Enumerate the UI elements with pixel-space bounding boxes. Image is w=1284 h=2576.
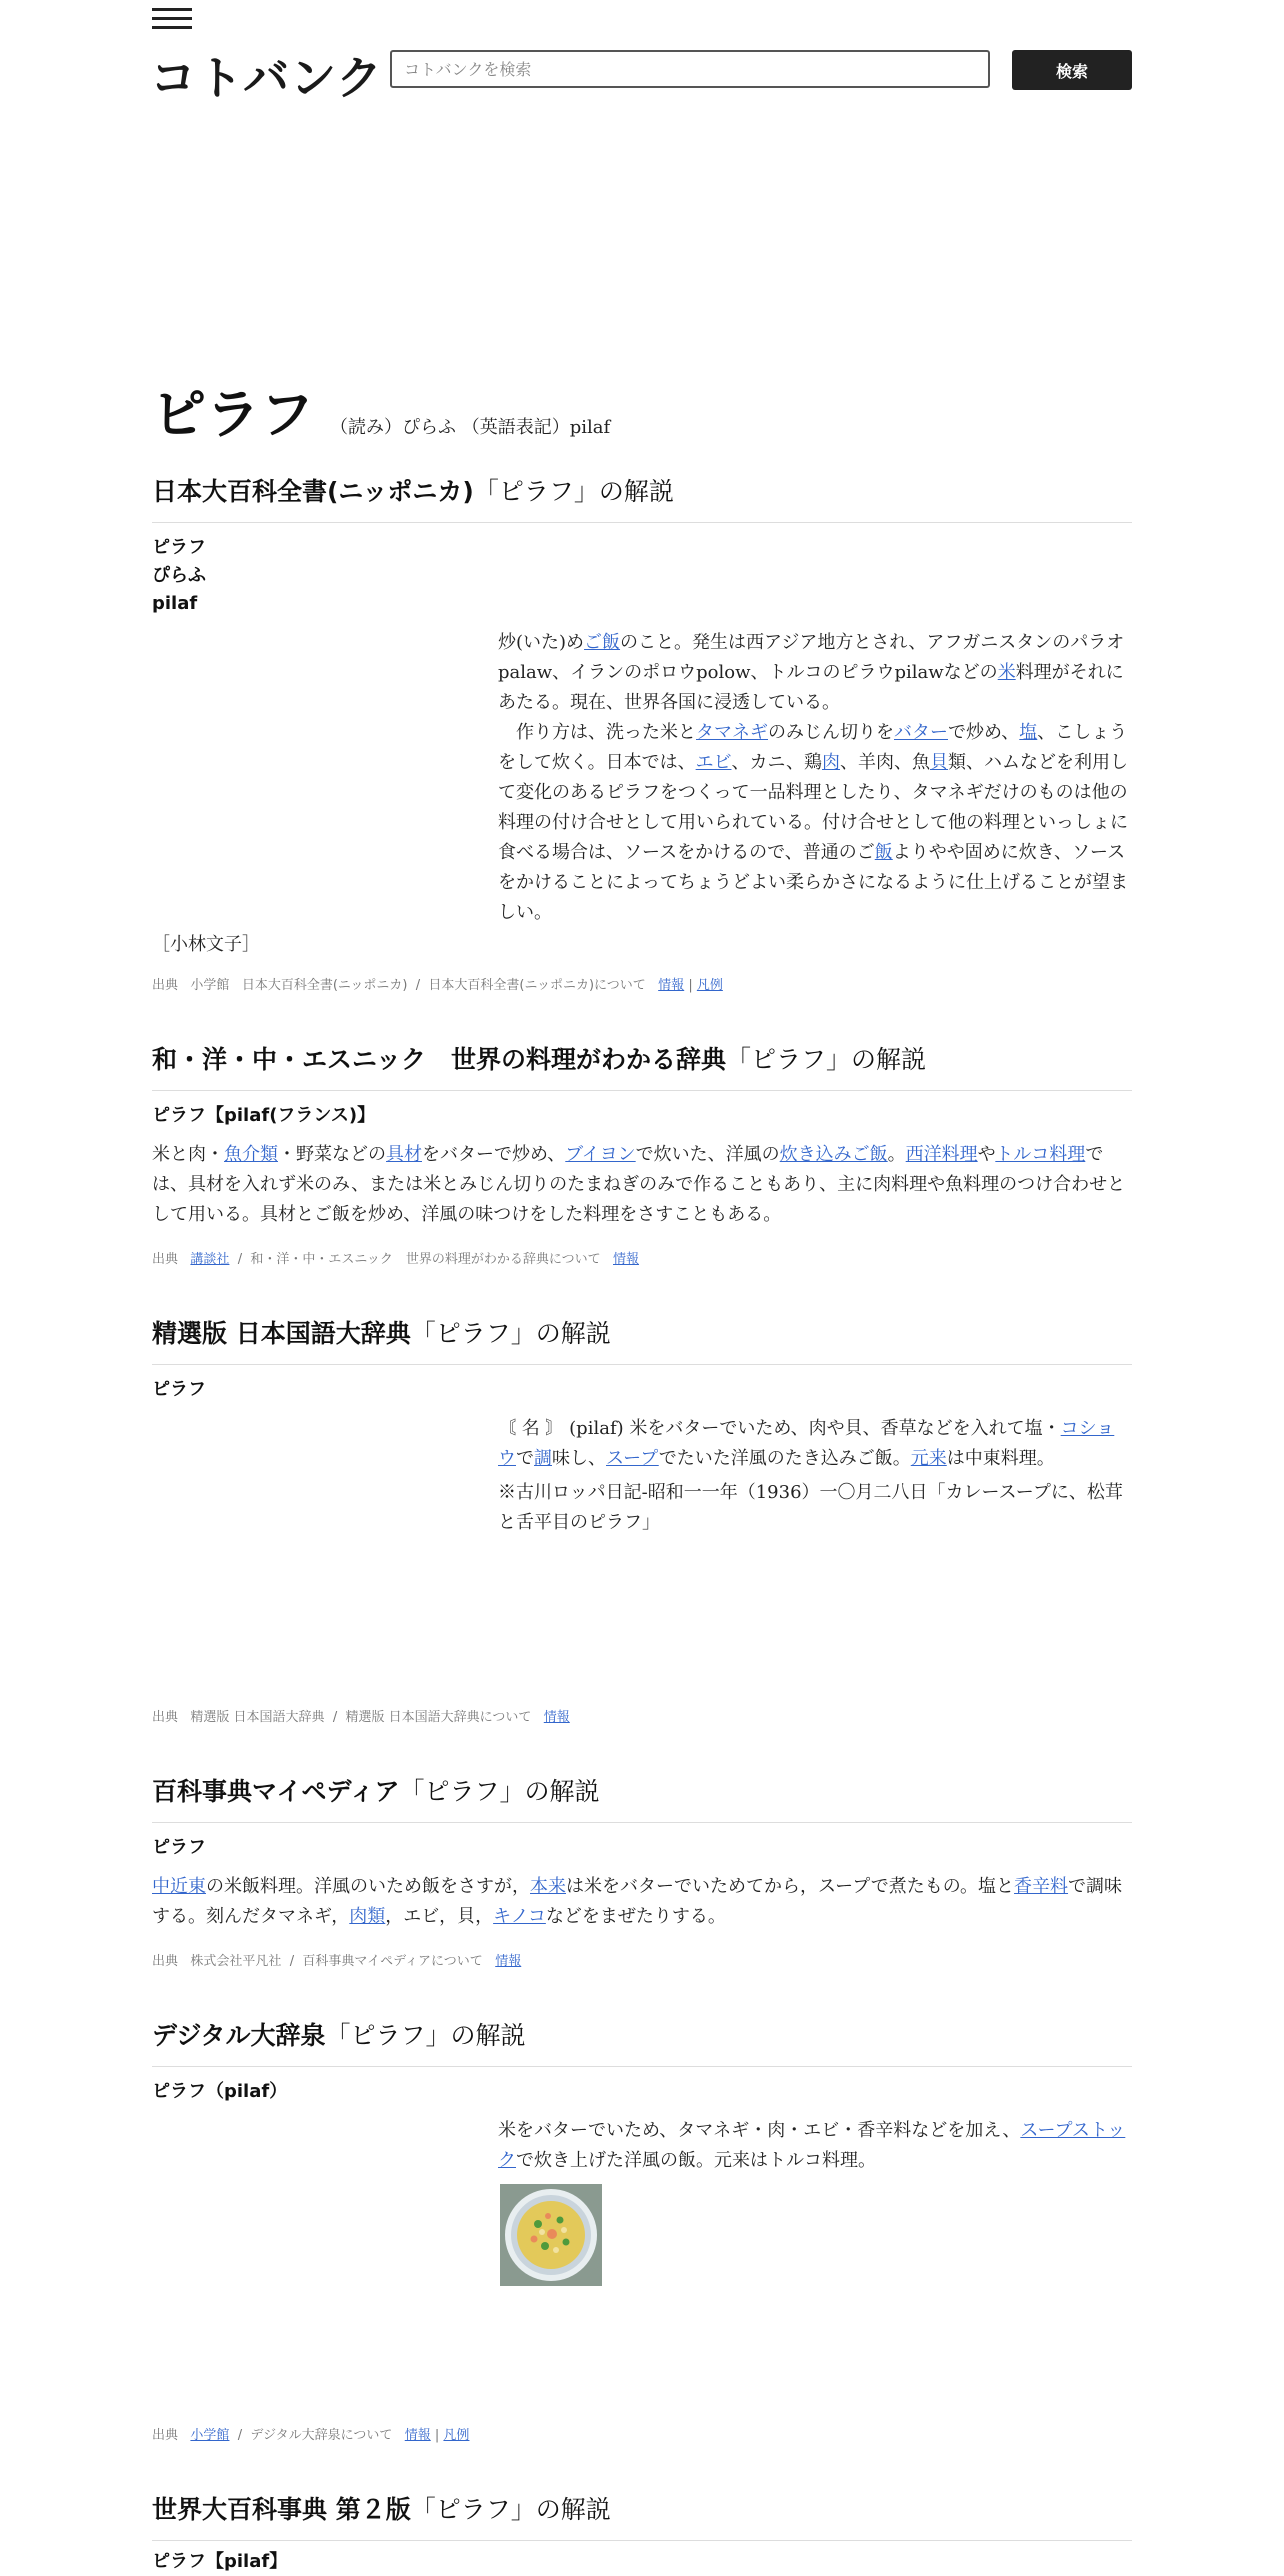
pilaf-photo[interactable] xyxy=(500,2184,602,2286)
link-niku[interactable]: 肉 xyxy=(822,752,841,773)
source-line: 出典 精選版 日本国語大辞典 / 精選版 日本国語大辞典について 情報 xyxy=(152,1710,570,1725)
source-line: 出典 株式会社平凡社 / 百科事典マイペディアについて 情報 xyxy=(152,1954,522,1969)
link-honrai[interactable]: 本来 xyxy=(530,1876,566,1897)
paragraph: 作り方は、洗った米とタマネギのみじん切りをバターで炒め、塩、こしょうをして炊く。日本では、エビ、カニ、鶏肉、羊肉、魚貝類、ハムなどを利用して変化のあるピラフをつくって一品料理としたり、タマネギだけのものは他の料理の付け合せとして用いられている。付け合せとして他の料理といっしょに食べる場合は、ソースをかけるので、普通のご飯よりやや固めに炊き、ソースをかけることによってちょうどよい柔らかさになるように仕上げることが望ましい。 xyxy=(498,722,1129,923)
hanrei-link[interactable]: 凡例 xyxy=(696,978,723,993)
info-link[interactable]: 情報 xyxy=(495,1954,522,1969)
link-koshinryo[interactable]: 香辛料 xyxy=(1014,1876,1069,1897)
publisher-link[interactable]: 小学館 xyxy=(190,2428,230,2443)
entry-label: ピラフ ぴらふ pilaf xyxy=(152,537,206,614)
headword-reading: （読み）ぴらふ （英語表記）pilaf xyxy=(330,417,611,438)
entry-label: ピラフ xyxy=(152,1379,206,1400)
site-logo[interactable]: コトバンク xyxy=(150,51,384,105)
link-guzai[interactable]: 具材 xyxy=(386,1144,422,1165)
link-shio[interactable]: 塩 xyxy=(1019,722,1038,743)
search-button[interactable]: 検索 xyxy=(1012,50,1132,90)
headword-title: ピラフ xyxy=(152,383,314,446)
link-seiyo-ryori[interactable]: 西洋料理 xyxy=(905,1144,978,1165)
link-meshi[interactable]: 飯 xyxy=(874,842,893,863)
link-cho[interactable]: 調 xyxy=(534,1448,552,1469)
section-title-sekai-ryori: 和・洋・中・エスニック 世界の料理がわかる辞典「ピラフ」の解説 xyxy=(152,1040,1132,1091)
link-gyokairui[interactable]: 魚介類 xyxy=(224,1144,278,1165)
link-kinoko[interactable]: キノコ xyxy=(493,1906,546,1927)
source-line: 出典 小学館 / デジタル大辞泉について 情報 | 凡例 xyxy=(152,2428,470,2443)
entry-label: ピラフ【pilaf(フランス)】 xyxy=(152,1105,376,1126)
link-gohan[interactable]: ご飯 xyxy=(584,632,621,653)
link-soup-stock[interactable]: スープストック xyxy=(498,2120,1126,2171)
definition: 〘 名 〙 (pilaf) 米をバターでいため、肉や貝、香草などを入れて塩・コショウで調味し、スープでたいた洋風のたき込みご飯。元来は中東料理。 xyxy=(498,1418,1115,1469)
author: ［小林文子］ xyxy=(152,934,260,955)
section-title-sekai-daihyakka: 世界大百科事典 第２版「ピラフ」の解説 xyxy=(152,2490,1132,2541)
link-turkey-ryori[interactable]: トルコ料理 xyxy=(995,1144,1086,1165)
source-line: 出典 講談社 / 和・洋・中・エスニック 世界の料理がわかる辞典について 情報 xyxy=(152,1252,640,1267)
publisher-link[interactable]: 講談社 xyxy=(190,1252,230,1267)
entry-label: ピラフ【pilaf】 xyxy=(152,2551,288,2572)
link-tamanegi[interactable]: タマネギ xyxy=(696,722,768,743)
entry-body-sekai-ryori: 米と肉・魚介類・野菜などの具材をバターで炒め、ブイヨンで炊いた、洋風の炊き込みご飯。西洋料理やトルコ料理では、具材を入れず米のみ、または米とみじん切りのたまねぎのみで作ることもあり、主に肉料理や魚料理のつけ合わせとして用いる。具材とご飯を炒め、洋風の味つけをした料理をさすこともある。 xyxy=(152,1144,1126,1225)
section-title-kokugo: 精選版 日本国語大辞典「ピラフ」の解説 xyxy=(152,1314,1132,1365)
section-title-nipponica: 日本大百科全書(ニッポニカ)「ピラフ」の解説 xyxy=(152,472,1132,523)
source-line: 出典 小学館 日本大百科全書(ニッポニカ) / 日本大百科全書(ニッポニカ)について 情報 | 凡例 xyxy=(152,978,723,993)
search-input[interactable] xyxy=(390,50,990,88)
quotation: ※古川ロッパ日記-昭和一一年（1936）一〇月二八日「カレースープに、松茸と舌平目のピラフ」 xyxy=(498,1482,1123,1533)
link-takikomi[interactable]: 炊き込みご飯 xyxy=(779,1144,888,1165)
entry-body-daijisen: 米をバターでいため、タマネギ・肉・エビ・香辛料などを加え、スープストックで炊き上げた洋風の飯。元来はトルコ料理。 xyxy=(498,2120,1126,2171)
info-link[interactable]: 情報 xyxy=(404,2428,431,2443)
link-bouillon[interactable]: ブイヨン xyxy=(565,1144,636,1165)
link-kinkinto[interactable]: 中近東 xyxy=(152,1876,206,1897)
section-title-mypedia: 百科事典マイペディア「ピラフ」の解説 xyxy=(152,1772,1132,1823)
info-link[interactable]: 情報 xyxy=(658,978,685,993)
entry-label: ピラフ（pilaf） xyxy=(152,2081,288,2102)
link-soup[interactable]: スープ xyxy=(606,1448,659,1469)
section-title-daijisen: デジタル大辞泉「ピラフ」の解説 xyxy=(152,2016,1132,2067)
entry-body-mypedia: 中近東の米飯料理。洋風のいため飯をさすが，本来は米をバターでいためてから，スープで煮たもの。塩と香辛料で調味する。刻んだタマネギ，肉類，エビ，貝，キノコなどをまぜたりする。 xyxy=(152,1876,1123,1927)
headword xyxy=(152,372,610,449)
menu-icon[interactable] xyxy=(152,8,192,32)
hanrei-link[interactable]: 凡例 xyxy=(443,2428,470,2443)
link-kosho[interactable]: コショウ xyxy=(498,1418,1115,1469)
paragraph: 炒(いた)めご飯のこと。発生は西アジア地方とされ、アフガニスタンのパラオpalaw、イランのポロウpolow、トルコのピラウpilawなどの米料理がそれにあたる。現在、世界各国に浸透している。 xyxy=(498,632,1125,713)
entry-label: ピラフ xyxy=(152,1837,206,1858)
link-kome[interactable]: 米 xyxy=(997,662,1016,683)
link-ebi[interactable]: エビ xyxy=(695,752,732,773)
link-kai[interactable]: 貝 xyxy=(930,752,949,773)
entry-body-nipponica xyxy=(498,628,1132,928)
link-nikurui[interactable]: 肉類 xyxy=(349,1906,386,1927)
info-link[interactable]: 情報 xyxy=(613,1252,640,1267)
entry-body-kokugo xyxy=(498,1414,1132,1538)
link-ganrai[interactable]: 元来 xyxy=(910,1448,947,1469)
info-link[interactable]: 情報 xyxy=(543,1710,570,1725)
link-butter[interactable]: バター xyxy=(894,722,948,743)
